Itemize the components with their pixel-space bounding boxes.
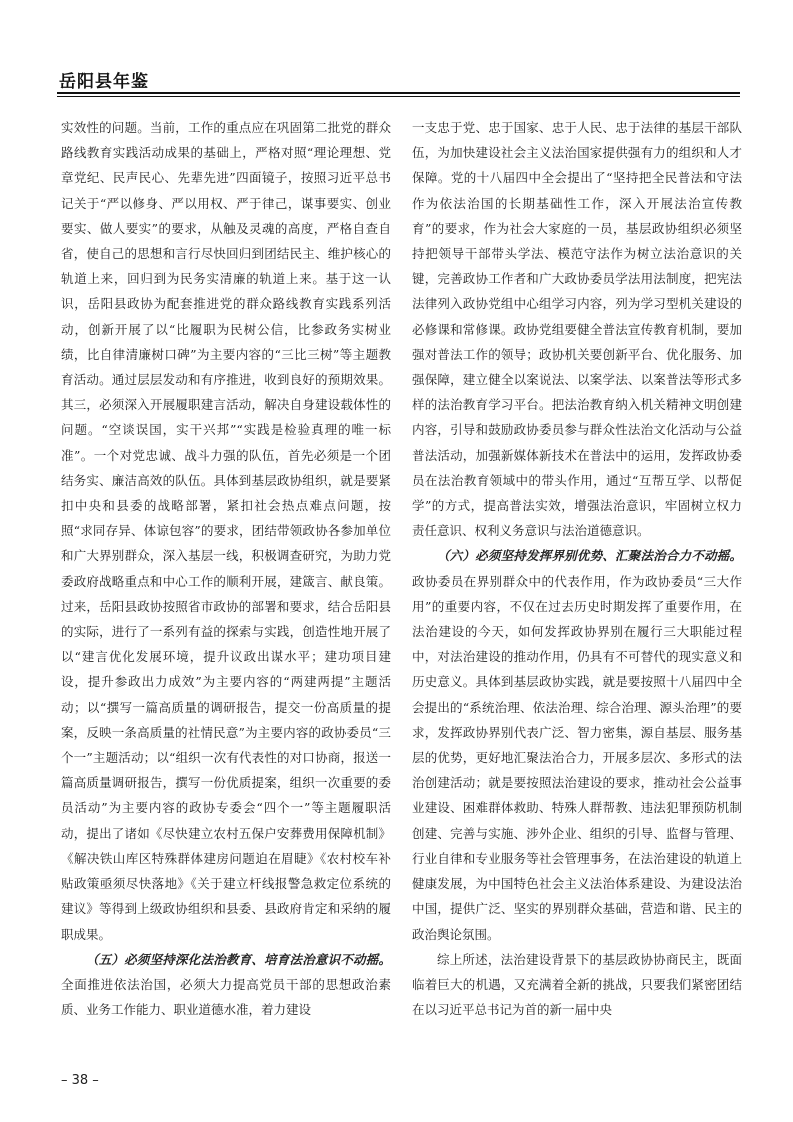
section-5-paragraph	[61, 947, 391, 1023]
section-6-heading: （六）必须坚持发挥界别优势、汇聚法治合力不动摇。	[437, 548, 742, 564]
running-header-title: 岳阳县年鉴	[59, 72, 149, 92]
section-5-heading: （五）必须坚持深化法治教育、培育法治意识不动摇。	[86, 951, 391, 967]
right-paragraph-1: 一支忠于党、忠于国家、忠于人民、忠于法律的基层干部队伍，为加快建设社会主义法治国家提供强有力的组织和人才保障。党的十八届四中全会提出了“坚持把全民普法和守法作为依法治国的长期基础性工作，深入开展法治宣传教育”的要求，作为社会大家庭的一员，基层政协组织必须坚持把领导干部带头学法、模范守法作为树立法治意识的关键，完善政协工作者和广大政协委员学法用法制度，把宪法法律列入政协党组中心组学习内容，列为学习型机关建设的必修课和常修课。政协党组要健全普法宣传教育机制，要加强对普法工作的领导；政协机关要创新平台、优化服务、加强保障，建立健全以案说法、以案学法、以案普法等形式多样的法治教育学习平台。把法治教育纳入机关精神文明创建内容，引导和鼓励政协委员参与群众性法治文化活动与公益普法活动，加强新媒体新技术在普法中的运用，发挥政协委员在法治教育领域中的带头作用，通过“互帮互学、以帮促学”的方式，提高普法实效，增强法治意识，牢固树立权力责任意识、权利义务意识与法治道德意识。	[412, 120, 742, 539]
left-paragraph-1: 实效性的问题。当前，工作的重点应在巩固第二批党的群众路线教育实践活动成果的基础上，严格对照“理论理想、党章党纪、民声民心、先辈先进”四面镜子，按照习近平总书记关于“严以修身、严以用权、严于律己，谋事要实、创业要实、做人要实”的要求，从触及灵魂的高度，严格自查自省，使自己的思想和言行尽快回归到团结民主、维护核心的轨道上来，回归到为民务实清廉的轨道上来。基于这一认识，岳阳县政协为配套推进党的群众路线教育实践系列活动，创新开展了以“比履职为民树公信，比参政务实树业绩，比自律清廉树口碑”为主要内容的“三比三树”等主题教育活动。通过层层发动和有序推进，收到良好的预期效果。其三，必须深入开展履职建言活动，解决自身建设载体性的问题。“空谈误国，实干兴邦”“实践是检验真理的唯一标准”。一个对党忠诚、战斗力强的队伍，首先必须是一个团结务实、廉洁高效的队伍。具体到基层政协组织，就是要紧扣中央和县委的战略部署，紧扣社会热点难点问题，按照“求同存异、体谅包容”的要求，团结带领政协各参加单位和广大界别群众，深入基层一线，积极调查研究，为助力党委政府战略重点和中心工作的顺利开展，建箴言、献良策。过来，岳阳县政协按照省市政协的部署和要求，结合岳阳县的实际，进行了一系列有益的探索与实践，创造性地开展了以“建言优化发展环境，提升议政出谋水平；建功项目建设，提升参政出力成效”为主要内容的“两建两提”主题活动；以“撰写一篇高质量的调研报告，提交一份高质量的提案，反映一条高质量的社情民意”为主要内容的政协委员“三个一”主题活动；以“组织一次有代表性的对口协商，报送一篇高质量调研报告，撰写一份优质提案，组织一次重要的委员活动”为主要内容的政协专委会“四个一”等主题履职活动，提出了诸如《尽快建立农村五保户安葬费用保障机制》《解决铁山库区特殊群体建房问题迫在眉睫》《农村校车补贴政策亟须尽快落地》《关于建立杆线报警急救定位系统的建议》等得到上级政协组织和县委、县政府肯定和采纳的履职成果。	[61, 120, 391, 942]
left-column	[61, 115, 391, 1055]
section-6-text: 政协委员在界别群众中的代表作用，作为政协委员“三大作用”的重要内容，不仅在过去历史时期发挥了重要作用，在法治建设的今天，如何发挥政协界别在履行三大职能过程中，对法治建设的推动作用，仍具有不可替代的现实意义和历史意义。具体到基层政协实践，就是要按照十八届四中全会提出的“系统治理、依法治理、综合治理、源头治理”的要求，发挥政协界别代表广泛、智力密集，源自基层、服务基层的优势，更好地汇聚法治合力，开展多层次、多形式的法治创建活动；就是要按照法治建设的要求，推动社会公益事业建设、困难群体救助、特殊人群帮教、违法犯罪预防机制创建、完善与实施、涉外企业、组织的引导、监督与管理、行业自律和专业服务等社会管理事务，在法治建设的轨道上健康发展，为中国特色社会主义法治体系建设、为建设法治中国，提供广泛、坚实的界别群众基础，营造和谐、民主的政治舆论氛围。	[412, 573, 742, 942]
header-rule-thin	[57, 96, 740, 97]
section-5-text: 全面推进依法治国，必须大力提高党员干部的思想政治素质、业务工作能力、职业道德水准，着力建设	[61, 976, 391, 1018]
summary-paragraph: 综上所述，法治建设背景下的基层政协协商民主，既面临着巨大的机遇，又充满着全新的挑战，只要我们紧密团结在以习近平总书记为首的新一届中央	[412, 951, 742, 1018]
header-rule	[57, 92, 740, 94]
right-column	[412, 115, 742, 1055]
section-6-paragraph	[412, 543, 742, 946]
page-number: – 38 –	[61, 1073, 99, 1088]
